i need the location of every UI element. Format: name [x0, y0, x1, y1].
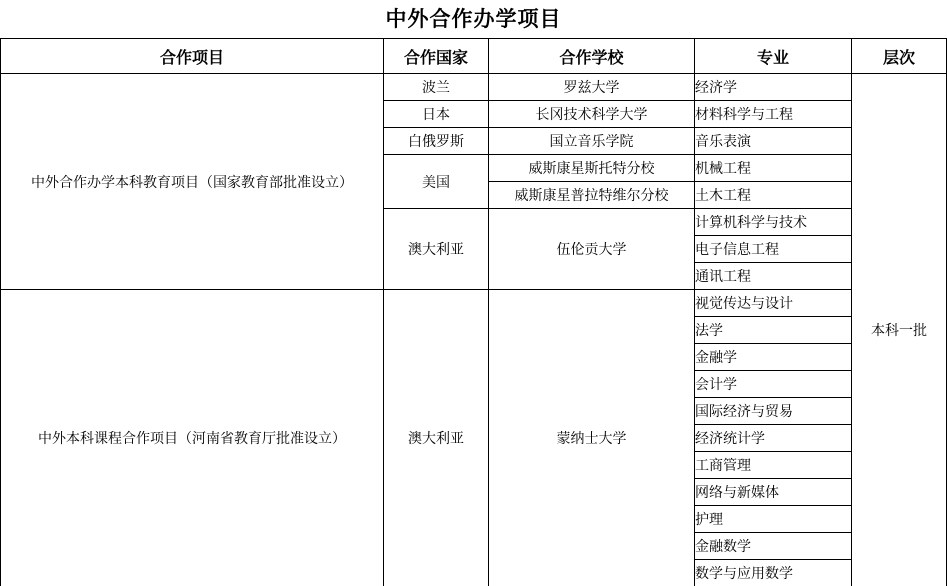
table-row	[1, 290, 947, 317]
major-cell[interactable]: 金融数学	[695, 533, 852, 560]
major-cell[interactable]: 音乐表演	[695, 128, 852, 155]
major-cell[interactable]: 通讯工程	[695, 263, 852, 290]
project-cell-1[interactable]: 中外合作办学本科教育项目（国家教育部批准设立）	[1, 74, 384, 290]
school-cell[interactable]: 蒙纳士大学	[489, 290, 695, 586]
country-cell[interactable]: 日本	[384, 101, 489, 128]
major-cell[interactable]: 经济统计学	[695, 425, 852, 452]
header-project[interactable]: 合作项目	[1, 39, 384, 74]
major-cell[interactable]: 会计学	[695, 371, 852, 398]
major-cell[interactable]: 金融学	[695, 344, 852, 371]
country-cell[interactable]: 美国	[384, 155, 489, 209]
school-cell[interactable]: 威斯康星普拉特维尔分校	[489, 182, 695, 209]
programs-table	[0, 38, 947, 586]
country-cell[interactable]: 波兰	[384, 74, 489, 101]
country-cell[interactable]: 白俄罗斯	[384, 128, 489, 155]
header-major[interactable]: 专业	[695, 39, 852, 74]
major-cell[interactable]: 工商管理	[695, 452, 852, 479]
school-cell[interactable]: 长冈技术科学大学	[489, 101, 695, 128]
school-cell[interactable]: 伍伦贡大学	[489, 209, 695, 290]
major-cell[interactable]: 材料科学与工程	[695, 101, 852, 128]
major-cell[interactable]: 护理	[695, 506, 852, 533]
major-cell[interactable]: 土木工程	[695, 182, 852, 209]
major-cell[interactable]: 数学与应用数学	[695, 560, 852, 586]
major-cell[interactable]: 视觉传达与设计	[695, 290, 852, 317]
major-cell[interactable]: 经济学	[695, 74, 852, 101]
school-cell[interactable]: 国立音乐学院	[489, 128, 695, 155]
page-title: 中外合作办学项目	[385, 6, 562, 31]
header-level[interactable]: 层次	[852, 39, 947, 74]
major-cell[interactable]: 法学	[695, 317, 852, 344]
country-cell[interactable]: 澳大利亚	[384, 290, 489, 586]
major-cell[interactable]: 计算机科学与技术	[695, 209, 852, 236]
major-cell[interactable]: 电子信息工程	[695, 236, 852, 263]
level-cell[interactable]: 本科一批	[852, 74, 947, 586]
major-cell[interactable]: 机械工程	[695, 155, 852, 182]
header-country[interactable]: 合作国家	[384, 39, 489, 74]
major-cell[interactable]: 国际经济与贸易	[695, 398, 852, 425]
table-row	[1, 74, 947, 101]
major-cell[interactable]: 网络与新媒体	[695, 479, 852, 506]
school-cell[interactable]: 罗兹大学	[489, 74, 695, 101]
header-school[interactable]: 合作学校	[489, 39, 695, 74]
school-cell[interactable]: 威斯康星斯托特分校	[489, 155, 695, 182]
header-row	[1, 39, 947, 74]
country-cell[interactable]: 澳大利亚	[384, 209, 489, 290]
project-cell-2[interactable]: 中外本科课程合作项目（河南省教育厅批准设立）	[1, 290, 384, 586]
